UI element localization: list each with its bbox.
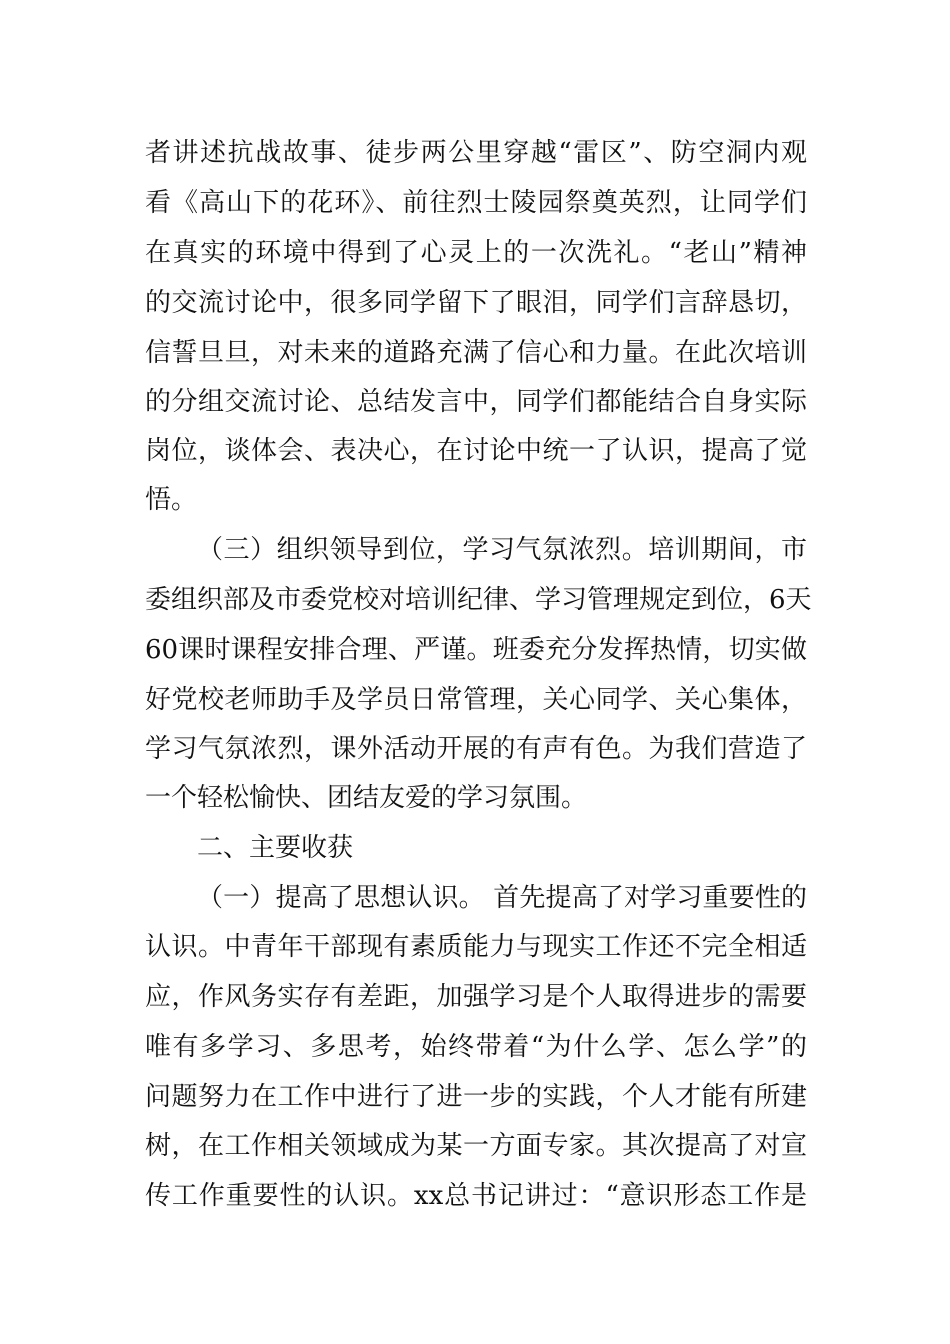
body-text-line: 信誓旦旦，对未来的道路充满了信心和力量。在此次培训	[145, 338, 807, 368]
body-text-line: 的交流讨论中，很多同学留下了眼泪，同学们言辞恳切，	[145, 288, 807, 318]
body-text-line: 树，在工作相关领域成为某一方面专家。其次提高了对宣	[145, 1131, 807, 1161]
body-text-line: 60课时课程安排合理、严谨。班委充分发挥热情，切实做	[145, 635, 807, 665]
body-text-line: 唯有多学习、多思考，始终带着“为什么学、怎么学”的	[145, 1032, 807, 1062]
body-text-line: 应，作风务实存有差距，加强学习是个人取得进步的需要	[145, 982, 807, 1012]
body-text-line: 认识。中青年干部现有素质能力与现实工作还不完全相适	[145, 932, 807, 962]
body-text-line: 岗位，谈体会、表决心，在讨论中统一了认识，提高了觉	[145, 436, 807, 466]
body-text-line: 的分组交流讨论、总结发言中，同学们都能结合自身实际	[145, 387, 807, 417]
paragraph-start-line: （一）提高了思想认识。 首先提高了对学习重要性的	[197, 883, 807, 913]
body-text-line: 悟。	[145, 485, 198, 515]
body-text-line: 者讲述抗战故事、徒步两公里穿越“雷区”、防空洞内观	[145, 138, 807, 168]
body-text-line: 问题努力在工作中进行了进一步的实践，个人才能有所建	[145, 1082, 807, 1112]
body-text-line: 看《高山下的花环》、前往烈士陵园祭奠英烈，让同学们	[145, 188, 807, 218]
body-text-line: 学习气氛浓烈，课外活动开展的有声有色。为我们营造了	[145, 734, 807, 764]
paragraph-start-line: （三）组织领导到位，学习气氛浓烈。培训期间，市	[197, 535, 807, 565]
body-text-line: 一个轻松愉快、团结友爱的学习氛围。	[145, 783, 588, 813]
body-text-line: 委组织部及市委党校对培训纪律、学习管理规定到位，6天	[145, 585, 812, 615]
body-text-line: 好党校老师助手及学员日常管理，关心同学、关心集体，	[145, 685, 807, 715]
body-text-line: 传工作重要性的认识。xx总书记讲过：“意识形态工作是	[145, 1181, 807, 1211]
body-text-line: 在真实的环境中得到了心灵上的一次洗礼。“老山”精神	[145, 238, 807, 268]
section-heading: 二、主要收获	[197, 833, 354, 863]
